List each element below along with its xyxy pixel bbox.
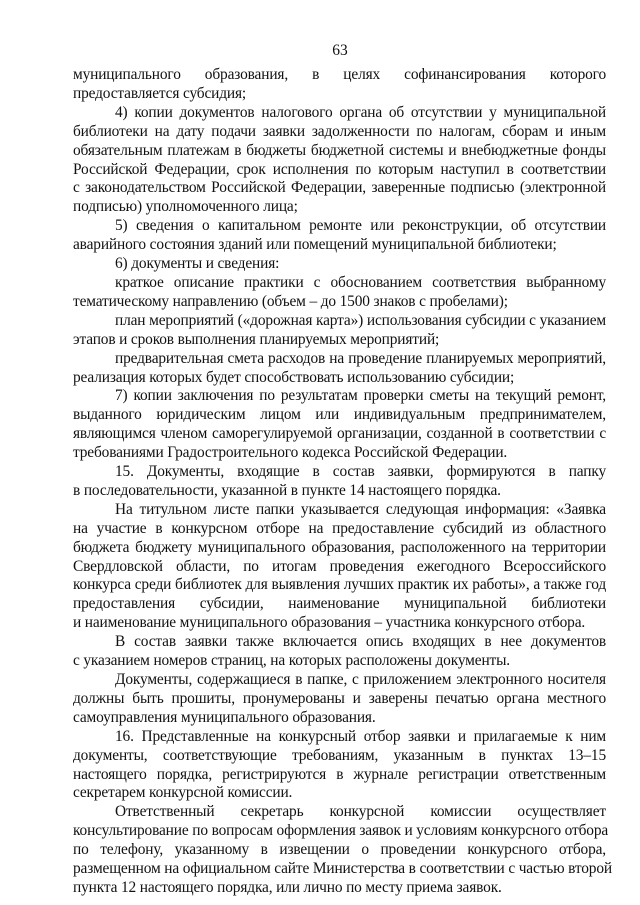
paragraph <box>73 312 606 350</box>
text-line: Ответственный секретарь конкурсной комиссии осуществляет <box>115 803 606 821</box>
text-line: реализация которых будет способствовать использованию субсидии; <box>73 368 515 386</box>
text-line: аварийного состояния зданий или помещений муниципальной библиотеки; <box>73 236 557 254</box>
paragraph <box>73 66 606 104</box>
text-line: В состав заявки также включается опись входящих в нее документов <box>115 633 606 651</box>
text-line: библиотеки на дату подачи заявки задолженности по налогам, сборам и иным <box>73 122 606 140</box>
paragraph <box>73 104 606 217</box>
paragraph <box>73 350 606 388</box>
text-line: Российской Федерации, срок исполнения по которым наступил в соответствии <box>73 160 606 178</box>
text-line: в последовательности, указанной в пункте 14 настоящего порядка. <box>73 481 501 499</box>
text-line: с законодательством Российской Федерации, заверенные подписью (электронной <box>73 179 606 197</box>
paragraph <box>73 671 606 728</box>
text-line: документы, соответствующие требованиям, указанным в пунктах 13–15 <box>73 746 606 764</box>
text-line: подписью) уполномоченного лица; <box>73 198 298 216</box>
text-line: пункта 12 настоящего порядка, или лично по месту приема заявок. <box>73 878 502 896</box>
text-line: муниципального образования, в целях софинансирования которого <box>73 66 606 83</box>
text-line: 16. Представленные на конкурсный отбор заявки и прилагаемые к ним <box>115 727 606 745</box>
text-line: консультирование по вопросам оформления заявок и условиям конкурсного отбора <box>73 822 609 840</box>
text-line: секретарем конкурсной комиссии. <box>73 784 293 802</box>
paragraph <box>73 633 606 671</box>
page-number: 63 <box>332 42 348 59</box>
paragraph <box>73 728 606 804</box>
text-line: конкурса среди библиотек для выявления лучших практик их работы», а также год <box>73 576 606 594</box>
text-line: Документы, содержащиеся в папке, с приложением электронного носителя <box>115 671 606 688</box>
text-line: предварительная смета расходов на проведение планируемых мероприятий, <box>115 349 606 367</box>
text-line: 6) документы и сведения: <box>115 255 280 273</box>
text-line: краткое описание практики с обоснованием соответствия выбранному <box>115 273 606 291</box>
text-line: 5) сведения о капитальном ремонте или реконструкции, об отсутствии <box>115 217 606 235</box>
text-line: требованиями Градостроительного кодекса Российской Федерации. <box>73 444 508 462</box>
paragraph <box>73 255 606 274</box>
document-body <box>73 66 612 898</box>
text-line: этапов и сроков выполнения планируемых мероприятий; <box>73 330 440 348</box>
paragraph <box>73 501 606 633</box>
text-line: бюджета бюджету муниципального образования, расположенного на территории <box>73 538 606 556</box>
text-line: обязательным платежам в бюджеты бюджетной системы и внебюджетные фонды <box>73 141 606 159</box>
text-line: и наименование муниципального образования – участника конкурсного отбора. <box>73 614 586 632</box>
text-line: 7) копии заключения по результатам проверки сметы на текущий ремонт, <box>115 387 606 405</box>
text-line: выданного юридическим лицом или индивидуальным предпринимателем, <box>73 406 606 424</box>
text-line: на участие в конкурсном отборе на предоставление субсидий из областного <box>73 519 606 537</box>
text-line: На титульном листе папки указывается следующая информация: «Заявка <box>115 500 606 518</box>
text-line: предоставляется субсидия; <box>73 84 247 102</box>
text-line: 15. Документы, входящие в состав заявки, формируются в папку <box>115 463 606 481</box>
paragraph <box>73 274 606 312</box>
text-line: план мероприятий («дорожная карта») использования субсидии с указанием <box>115 311 606 329</box>
text-line: самоуправления муниципального образования. <box>73 708 376 726</box>
paragraph <box>73 217 606 255</box>
text-line: тематическому направлению (объем – до 1500 знаков с пробелами); <box>73 292 508 310</box>
text-line: с указанием номеров страниц, на которых расположены документы. <box>73 652 511 670</box>
text-line: 4) копии документов налогового органа об отсутствии у муниципальной <box>115 103 606 121</box>
text-line: настоящего порядка, регистрируются в журнале регистрации ответственным <box>73 765 606 783</box>
text-line: должны быть прошиты, пронумерованы и заверены печатью органа местного <box>73 689 606 707</box>
paragraph <box>73 387 606 463</box>
text-line: предоставления субсидии, наименование муниципальной библиотеки <box>73 595 606 613</box>
paragraph <box>73 463 606 501</box>
text-line: по телефону, указанному в извещении о проведении конкурсного отбора, <box>73 841 606 859</box>
paragraph <box>73 803 612 898</box>
text-line: Свердловской области, по итогам проведения ежегодного Всероссийского <box>73 557 606 575</box>
text-line: размещенном на официальном сайте Министерства в соответствии с частью второй <box>73 860 612 878</box>
text-line: являющимся членом саморегулируемой организации, созданной в соответствии с <box>73 425 606 443</box>
